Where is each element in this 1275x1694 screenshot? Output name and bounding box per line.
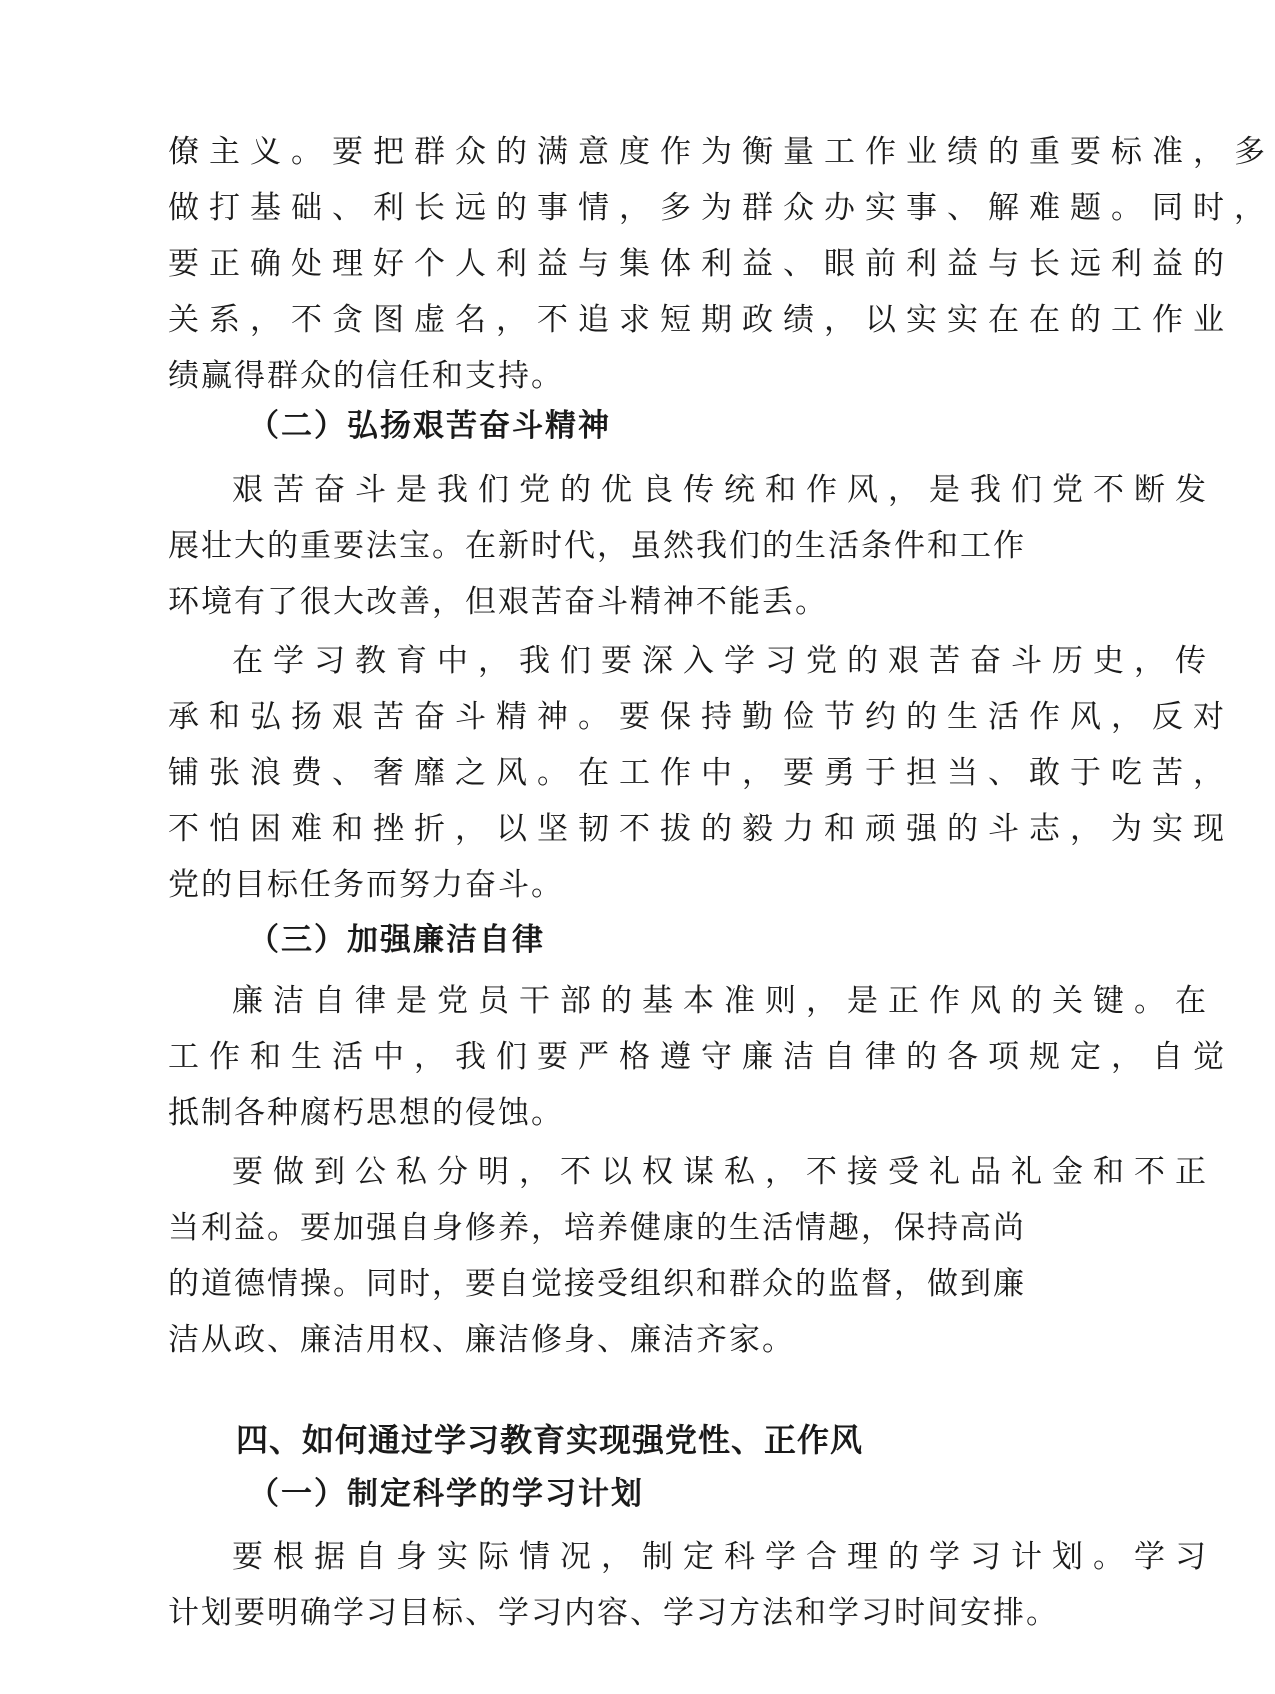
paragraph-line: 工作和生活中，我们要严格遵守廉洁自律的各项规定，自觉 [168,1039,1234,1075]
paragraph-line: 环境有了很大改善，但艰苦奋斗精神不能丢。 [168,584,828,620]
subheading-integrity: （三）加强廉洁自律 [248,922,545,958]
section-heading-four: 四、如何通过学习教育实现强党性、正作风 [236,1421,864,1459]
paragraph-study-plan [168,1537,1216,1633]
paragraph-line: 做打基础、利长远的事情，多为群众办实事、解难题。同时， [168,190,1275,226]
paragraph-line: 要根据自身实际情况，制定科学合理的学习计划。学习 [232,1539,1216,1575]
paragraph-integrity-principle [168,981,1234,1133]
paragraph-line: 当利益。要加强自身修养，培养健康的生活情趣，保持高尚 [168,1210,1026,1246]
paragraph-line: 的道德情操。同时，要自觉接受组织和群众的监督，做到廉 [168,1266,1026,1302]
paragraph-line: 绩赢得群众的信任和支持。 [168,358,564,394]
paragraph-line: 要做到公私分明，不以权谋私，不接受礼品礼金和不正 [232,1154,1216,1190]
paragraph-line: 不怕困难和挫折，以坚韧不拔的毅力和顽强的斗志，为实现 [168,811,1234,847]
paragraph-line: 要正确处理好个人利益与集体利益、眼前利益与长远利益的 [168,246,1234,282]
paragraph-line: 在学习教育中，我们要深入学习党的艰苦奋斗历史，传 [232,643,1216,679]
paragraph-hard-work-learning [168,641,1234,905]
paragraph-line: 僚主义。要把群众的满意度作为衡量工作业绩的重要标准，多 [168,134,1275,170]
subheading-hard-work: （二）弘扬艰苦奋斗精神 [248,408,611,444]
paragraph-line: 计划要明确学习目标、学习内容、学习方法和学习时间安排。 [168,1595,1059,1631]
paragraph-line: 展壮大的重要法宝。在新时代，虽然我们的生活条件和工作 [168,528,1026,564]
paragraph-line: 关系，不贪图虚名，不追求短期政绩，以实实在在的工作业 [168,302,1234,338]
paragraph-integrity-practice [168,1152,1216,1360]
subheading-study-plan: （一）制定科学的学习计划 [248,1476,644,1512]
paragraph-line: 承和弘扬艰苦奋斗精神。要保持勤俭节约的生活作风，反对 [168,699,1234,735]
paragraph-line: 党的目标任务而努力奋斗。 [168,867,564,903]
paragraph-line: 艰苦奋斗是我们党的优良传统和作风，是我们党不断发 [232,472,1216,508]
paragraph-line: 抵制各种腐朽思想的侵蚀。 [168,1095,564,1131]
paragraph-line: 洁从政、廉洁用权、廉洁修身、廉洁齐家。 [168,1322,795,1358]
paragraph-bureaucratism-end [168,132,1275,396]
paragraph-hard-work-tradition [168,470,1216,622]
paragraph-line: 廉洁自律是党员干部的基本准则，是正作风的关键。在 [232,983,1216,1019]
paragraph-line: 铺张浪费、奢靡之风。在工作中，要勇于担当、敢于吃苦， [168,755,1234,791]
